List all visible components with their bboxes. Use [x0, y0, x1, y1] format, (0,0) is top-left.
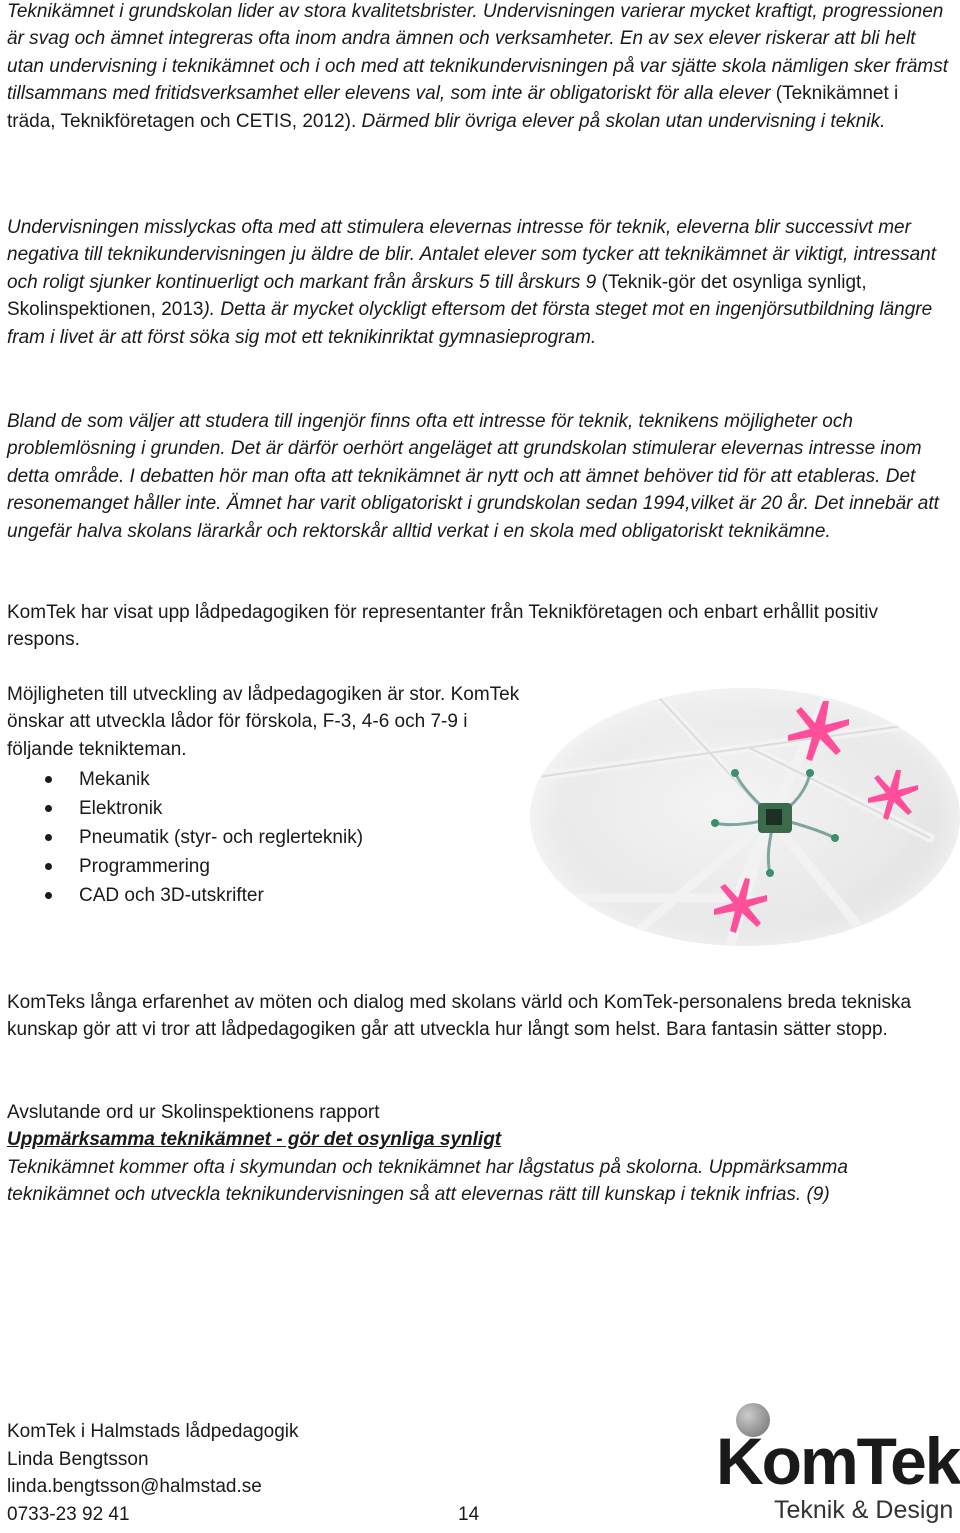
list-item: Mekanik [7, 765, 363, 794]
komtek-logo [712, 1400, 960, 1530]
themes-list [7, 765, 363, 910]
p3-segment: Bland de som väljer att studera till ingenjör finns ofta ett intresse för teknik, teknikens möjligheter och problemlösning i grunden. Det är därför oerhört angeläget att grundskolan stimulerar elevernas intresse inom detta område. I debatten hör man ofta att teknikämnet är nytt och att ämnet behöver tid för att etableras. Det resonemanget håller inte. Ämnet har varit obligatoriskt i grundskolan sedan 1994,vilket är 20 år. Det innebär att ungefär halva skolans lärarkår och rektorskår alltid verkat i en skola med obligatoriskt teknikämne. [7, 411, 939, 542]
photo-illustration [530, 688, 960, 946]
closing-section [7, 1099, 952, 1209]
list-item: Elektronik [7, 794, 363, 823]
footer-title: KomTek i Halmstads lådpedagogik [7, 1421, 299, 1442]
paragraph-engineering-interest [7, 408, 952, 545]
page-number: 14 [458, 1504, 480, 1525]
list-item: Programmering [7, 852, 363, 881]
footer-email: linda.bengtsson@halmstad.se [7, 1476, 262, 1498]
footer-contact [7, 1418, 299, 1528]
p2-segment: (Teknik-gör det osynliga synligt, Skolinspektionen, 2013 [7, 271, 867, 321]
closing-intro: Avslutande ord ur Skolinspektionens rapport [7, 1102, 380, 1123]
closing-body: Teknikämnet kommer ofta i skymundan och teknikämnet har lågstatus på skolorna. Uppmärksamma teknikämnet och utveckla teknikundervisningen så att elevernas rätt till kunskap i teknik infrias. (9) [7, 1156, 848, 1206]
paragraph-quality-issues [7, 0, 952, 135]
footer-name: Linda Bengtsson [7, 1448, 149, 1470]
footer-phone: 0733-23 92 41 [7, 1503, 130, 1525]
p2-segment: ). Detta är mycket olyckligt eftersom det första steget mot en ingenjörsutbildning längre fram i livet är att först söka sig mot ett teknikinriktat gymnasieprogram. [7, 299, 933, 348]
list-item: Pneumatik (styr- och reglerteknik) [7, 823, 363, 852]
closing-heading: Uppmärksamma teknikämnet - gör det osynliga synligt [7, 1129, 502, 1151]
list-item: CAD och 3D-utskrifter [7, 881, 363, 910]
paragraph-komtek-response: KomTek har visat upp lådpedagogiken för representanter från Teknikföretagen och enbart erhållit positiv respons. [7, 602, 879, 651]
p1-segment: Teknikämnet i grundskolan lider av stora kvalitetsbrister. Undervisningen varierar mycket kraftigt, progressionen är svag och ämnet integreras ofta inom andra ämnen och verksamheter. En av sex elever riskerar att bli helt utan undervisning i teknikämnet och i och med att teknikundervisningen på var sjätte skola nämligen sker främst tillsammans med fritidsverksamhet eller elevens val, som inte är obligatoriskt för alla elever [7, 1, 948, 105]
p1-segment: (Teknikämnet i träda, Teknikföretagen och CETIS, 2012). [7, 83, 899, 132]
logo-tagline: Teknik & Design [774, 1496, 954, 1524]
robot-structure-photo [530, 688, 960, 946]
logo-wordmark: KomTek [716, 1424, 960, 1498]
p2-segment: Undervisningen misslyckas ofta med att stimulera elevernas intresse för teknik, eleverna blir successivt mer negativa till teknikundervisningen ju äldre de blir. Antalet elever som tycker att teknikämnet är viktigt, intressant och roligt sjunker kontinuerligt och markant från årskurs 5 till årskurs 9 [7, 217, 936, 293]
paragraph-motivation [7, 214, 952, 351]
paragraph-development: Möjligheten till utveckling av lådpedagogiken är stor. KomTek önskar att utveckla lådor för förskola, F-3, 4-6 och 7-9 i följande teknikteman. [7, 684, 520, 760]
pink-connector [714, 701, 918, 933]
p1-segment: Därmed blir övriga elever på skolan utan undervisning i teknik. [361, 110, 886, 132]
paragraph-experience: KomTeks långa erfarenhet av möten och dialog med skolans värld och KomTek-personalens breda tekniska kunskap gör att vi tror att lådpedagogiken går att utveckla hur långt som helst. Bara fantasin sätter stopp. [7, 992, 912, 1041]
